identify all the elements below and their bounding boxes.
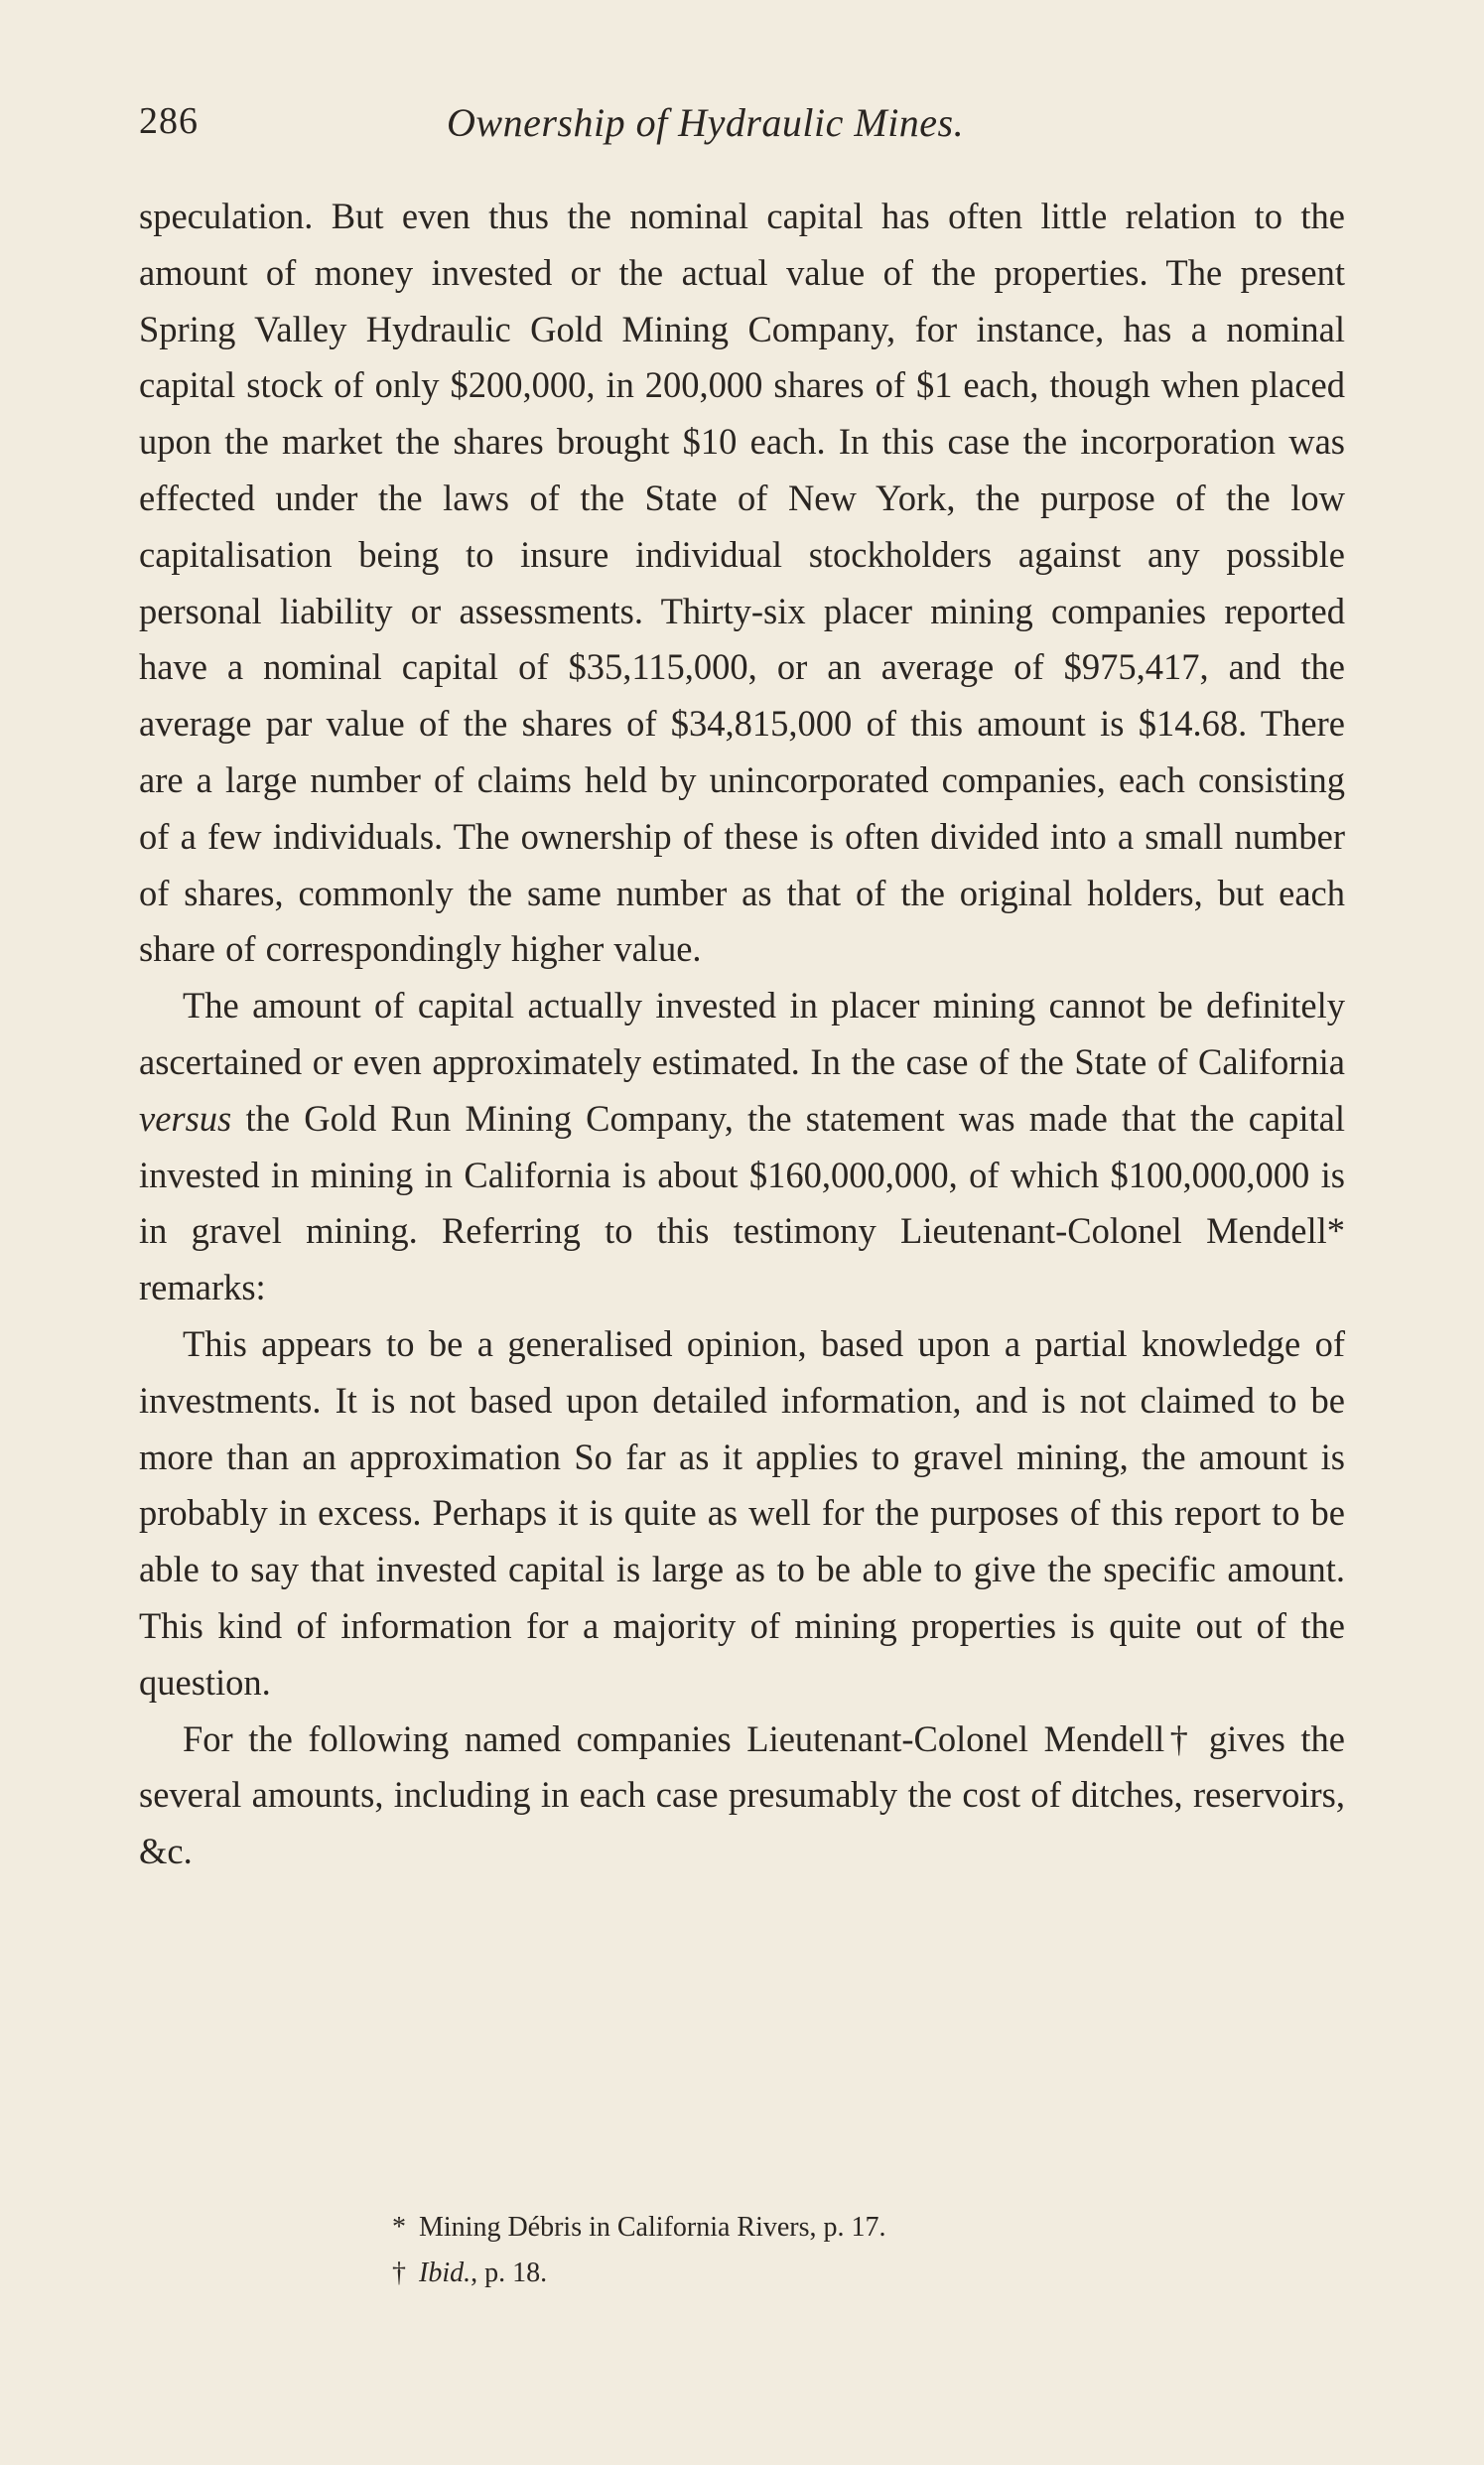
paragraph-1: speculation. But even thus the nominal capital has often little relation to the amount of money invested or the actual value of the properties. The present Spring Valley Hydraulic Gold Mining Company, for instance, has a nominal capital stock of only $200,000, in 200,000 shares of $1 each, though when placed upon the market the shares brought $10 each. In this case the incorporation was effected under the laws of the State of New York, the purpose of the low capitalisation being to insure individual stockholders against any possible personal liability or assessments. Thirty-six placer mining companies reported have a nominal capital of $35,115,000, or an average of $975,417, and the average par value of the shares of $34,815,000 of this amount is $14.68. There are a large number of claims held by unincorporated companies, each consisting of a few individuals. The ownership of these is often divided into a small number of shares, commonly the same number as that of the original holders, but each share of correspondingly higher value. <box>139 196 1345 970</box>
footnotes <box>392 2205 886 2296</box>
paragraph-3: For the following named companies Lieutenant-Colonel Mendell† gives the several amounts, including in each case presumably the cost of ditches, reservoirs, &c. <box>139 1717 1345 1872</box>
quote-text: This appears to be a generalised opinion, based upon a partial knowledge of investments. It is not based upon detailed information, and is not claimed to be more than an approximation So far as it applies to gravel mining, the amount is probably in excess. Perhaps it is quite as well for the purposes of this report to be able to say that invested capital is large as to be able to give the specific amount. This kind of information for a majority of mining properties is quite out of the question. <box>139 1322 1345 1703</box>
paragraph-2-part-b: the Gold Run Mining Company, the statement was made that the capital invested in mining in California is about $160,000,000, of which $100,000,000 is in gravel mining. Referring to this testimony Lieutenant-Colonel Mendell* remarks: <box>139 1097 1345 1308</box>
footnote-1-text: Mining Débris in California Rivers, p. 17. <box>419 2212 886 2243</box>
footnote-1 <box>392 2205 886 2251</box>
page-number: 286 <box>139 100 199 142</box>
footnote-1-mark: * <box>392 2212 406 2243</box>
footnote-2-text: , p. 18. <box>471 2258 548 2288</box>
footnote-2-italic: Ibid. <box>419 2258 472 2288</box>
footnote-2-mark: † <box>392 2258 406 2288</box>
body-text <box>139 189 1345 1880</box>
paragraph-2 <box>139 978 1345 1316</box>
paragraph-2-italic: versus <box>139 1097 232 1139</box>
running-title: Ownership of Hydraulic Mines. <box>447 100 965 145</box>
paragraph-2-part-a: The amount of capital actually invested in placer mining cannot be definitely ascertained or even approximately estimated. In the case of the State of California <box>139 985 1345 1082</box>
page-header <box>139 99 1345 159</box>
footnote-2 <box>392 2251 886 2296</box>
block-quote <box>139 1316 1345 1712</box>
